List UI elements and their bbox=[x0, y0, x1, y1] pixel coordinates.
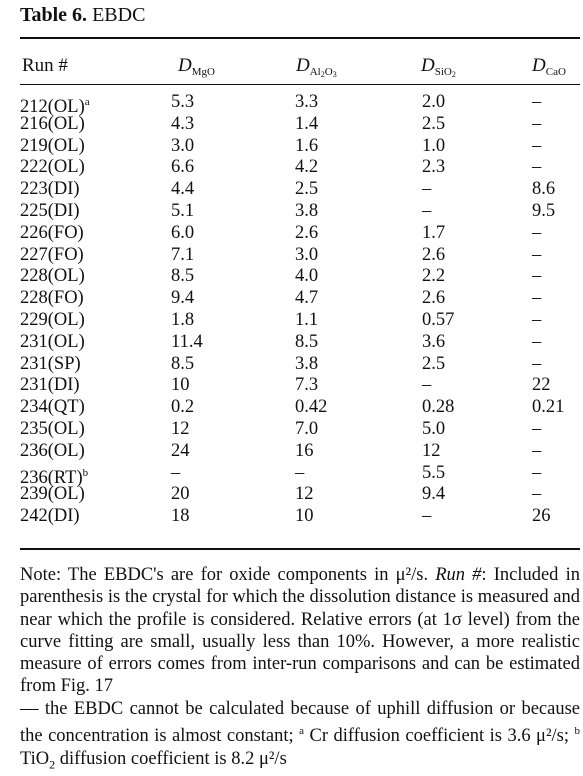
cell-sio2: – bbox=[422, 375, 432, 396]
cell-sio2: 9.4 bbox=[422, 484, 446, 505]
cell-cao: – bbox=[532, 135, 542, 156]
cell-sio2: – bbox=[422, 506, 432, 527]
table-row bbox=[0, 288, 583, 310]
cell-al2o3: – bbox=[295, 462, 305, 483]
header-rule bbox=[20, 84, 580, 85]
table-row bbox=[0, 332, 583, 354]
cell-sio2: – bbox=[422, 200, 432, 221]
cell-al2o3: 4.0 bbox=[295, 266, 319, 287]
table-row bbox=[0, 441, 583, 463]
cell-run: 227(FO) bbox=[20, 244, 84, 265]
cell-run: 223(DI) bbox=[20, 179, 80, 200]
cell-mgo: 12 bbox=[171, 418, 190, 439]
table-row bbox=[0, 223, 583, 245]
cell-mgo: 0.2 bbox=[171, 397, 195, 418]
cell-sio2: 12 bbox=[422, 440, 441, 461]
cell-al2o3: 1.4 bbox=[295, 113, 319, 134]
cell-run: 236(RT)$^b$ bbox=[20, 466, 89, 488]
cell-cao: – bbox=[532, 222, 542, 243]
cell-mgo: 8.5 bbox=[171, 266, 195, 287]
cell-cao: 22 bbox=[532, 375, 551, 396]
top-rule bbox=[20, 37, 580, 39]
cell-cao: – bbox=[532, 266, 542, 287]
cell-run: 212(OL)$^a$ bbox=[20, 96, 90, 117]
cell-al2o3: 8.5 bbox=[295, 331, 319, 352]
cell-al2o3: 4.2 bbox=[295, 157, 319, 178]
cell-run: 222(OL) bbox=[20, 157, 85, 178]
cell-cao: – bbox=[532, 113, 542, 134]
table-row bbox=[0, 462, 583, 488]
cell-cao: – bbox=[532, 353, 542, 374]
table-title bbox=[20, 4, 145, 27]
cell-run: 229(OL) bbox=[20, 309, 85, 330]
cell-cao: 9.5 bbox=[532, 200, 556, 221]
cell-mgo: 18 bbox=[171, 506, 190, 527]
cell-run: 242(DI) bbox=[20, 506, 80, 527]
table-row bbox=[0, 310, 583, 332]
cell-mgo: 4.3 bbox=[171, 113, 195, 134]
table-row bbox=[0, 354, 583, 376]
cell-al2o3: 12 bbox=[295, 484, 314, 505]
cell-sio2: 0.57 bbox=[422, 309, 455, 330]
cell-mgo: 1.8 bbox=[171, 309, 195, 330]
cell-al2o3: 7.0 bbox=[295, 418, 319, 439]
cell-cao: – bbox=[532, 418, 542, 439]
cell-cao: – bbox=[532, 440, 542, 461]
table-row bbox=[0, 375, 583, 397]
cell-mgo: 10 bbox=[171, 375, 190, 396]
cell-cao: 8.6 bbox=[532, 179, 556, 200]
table-row bbox=[0, 506, 583, 528]
cell-sio2: 2.3 bbox=[422, 157, 446, 178]
cell-mgo: 8.5 bbox=[171, 353, 195, 374]
cell-run: 228(FO) bbox=[20, 288, 84, 309]
cell-mgo: 24 bbox=[171, 440, 190, 461]
table-row bbox=[0, 157, 583, 179]
footnote-mark-b: b bbox=[574, 725, 580, 738]
bottom-rule bbox=[20, 548, 580, 550]
cell-run: 228(OL) bbox=[20, 266, 85, 287]
table-row bbox=[0, 419, 583, 441]
header-d-cao: $D_{CaO}$ bbox=[532, 55, 566, 78]
table-row bbox=[0, 266, 583, 288]
cell-mgo: 9.4 bbox=[171, 288, 195, 309]
cell-mgo: 6.6 bbox=[171, 157, 195, 178]
header-d-sio2: $D_{SiO_2}$ bbox=[421, 55, 456, 79]
cell-sio2: – bbox=[422, 179, 432, 200]
header-run: Run # bbox=[22, 55, 68, 76]
cell-al2o3: 0.42 bbox=[295, 397, 328, 418]
cell-sio2: 2.0 bbox=[422, 92, 446, 112]
table-label: Table 6. bbox=[20, 4, 88, 26]
cell-cao: – bbox=[532, 244, 542, 265]
cell-cao: 26 bbox=[532, 506, 551, 527]
footnote-mark: a bbox=[84, 96, 90, 108]
table-row bbox=[0, 92, 583, 117]
table-row bbox=[0, 484, 583, 506]
cell-run: 226(FO) bbox=[20, 222, 84, 243]
cell-al2o3: 4.7 bbox=[295, 288, 319, 309]
cell-cao: – bbox=[532, 309, 542, 330]
cell-run: 239(OL) bbox=[20, 484, 85, 505]
cell-al2o3: 3.8 bbox=[295, 200, 319, 221]
cell-sio2: 2.2 bbox=[422, 266, 446, 287]
cell-mgo: 20 bbox=[171, 484, 190, 505]
cell-run: 236(OL) bbox=[20, 440, 85, 461]
cell-run: 231(DI) bbox=[20, 375, 80, 396]
cell-mgo: 7.1 bbox=[171, 244, 195, 265]
header-d-mgo: $D_{MgO}$ bbox=[178, 55, 215, 78]
cell-mgo: 11.4 bbox=[171, 331, 203, 352]
table-body bbox=[0, 92, 583, 528]
cell-al2o3: 10 bbox=[295, 506, 314, 527]
cell-al2o3: 2.5 bbox=[295, 179, 319, 200]
cell-al2o3: 3.0 bbox=[295, 244, 319, 265]
cell-mgo: 3.0 bbox=[171, 135, 195, 156]
cell-al2o3: 1.1 bbox=[295, 309, 319, 330]
table-row bbox=[0, 397, 583, 419]
footnote-mark-a: a bbox=[299, 725, 305, 738]
cell-mgo: 4.4 bbox=[171, 179, 195, 200]
cell-run: 219(OL) bbox=[20, 135, 85, 156]
cell-al2o3: 1.6 bbox=[295, 135, 319, 156]
cell-cao: – bbox=[532, 462, 542, 483]
cell-al2o3: 16 bbox=[295, 440, 314, 461]
cell-mgo: – bbox=[171, 462, 181, 483]
cell-run: 231(OL) bbox=[20, 331, 85, 352]
cell-run: 216(OL) bbox=[20, 113, 85, 134]
cell-cao: – bbox=[532, 92, 542, 112]
cell-cao: – bbox=[532, 288, 542, 309]
footnote-mark: b bbox=[82, 466, 89, 479]
cell-mgo: 6.0 bbox=[171, 222, 195, 243]
cell-al2o3: 7.3 bbox=[295, 375, 319, 396]
cell-sio2: 5.5 bbox=[422, 462, 446, 483]
cell-cao: 0.21 bbox=[532, 397, 565, 418]
header-d-al2o3: $D_{Al_2O_3}$ bbox=[296, 55, 337, 79]
cell-al2o3: 3.8 bbox=[295, 353, 319, 374]
cell-al2o3: 2.6 bbox=[295, 222, 319, 243]
cell-sio2: 2.6 bbox=[422, 288, 446, 309]
table-note: Note: The EBDC's are for oxide components in μ²/s. Run #: Included in parenthesis is the crystal for which the dissolution distance is measured and near which the profile is considered. Relative errors (at 1σ level) from the curve fitting are small, usually less than 10%. However, a more realistic measure of errors comes from inter-run comparisons and can be estimated from Fig. 17 — the EBDC cannot be calculated because of uphill diffusion or because the concentration is almost constant; $^a$ Cr diffusion coefficient is 3.6 μ²/s; $^b$ TiO$_2$ diffusion coefficient is 8.2 μ²/s bbox=[20, 565, 580, 772]
table-name: EBDC bbox=[92, 4, 146, 26]
cell-mgo: 5.1 bbox=[171, 200, 195, 221]
cell-sio2: 5.0 bbox=[422, 418, 446, 439]
cell-al2o3: 3.3 bbox=[295, 92, 319, 112]
cell-sio2: 0.28 bbox=[422, 397, 455, 418]
cell-cao: – bbox=[532, 157, 542, 178]
cell-run: 235(OL) bbox=[20, 418, 85, 439]
cell-sio2: 1.7 bbox=[422, 222, 446, 243]
cell-cao: – bbox=[532, 484, 542, 505]
cell-sio2: 2.5 bbox=[422, 113, 446, 134]
cell-run: 234(QT) bbox=[20, 397, 85, 418]
cell-sio2: 1.0 bbox=[422, 135, 446, 156]
table-row bbox=[0, 245, 583, 267]
table-row bbox=[0, 179, 583, 201]
cell-sio2: 3.6 bbox=[422, 331, 446, 352]
cell-sio2: 2.6 bbox=[422, 244, 446, 265]
table-row bbox=[0, 114, 583, 136]
table-row bbox=[0, 201, 583, 223]
cell-run: 231(SP) bbox=[20, 353, 81, 374]
cell-mgo: 5.3 bbox=[171, 92, 195, 112]
table-row bbox=[0, 136, 583, 158]
cell-run: 225(DI) bbox=[20, 200, 80, 221]
cell-sio2: 2.5 bbox=[422, 353, 446, 374]
cell-cao: – bbox=[532, 331, 542, 352]
